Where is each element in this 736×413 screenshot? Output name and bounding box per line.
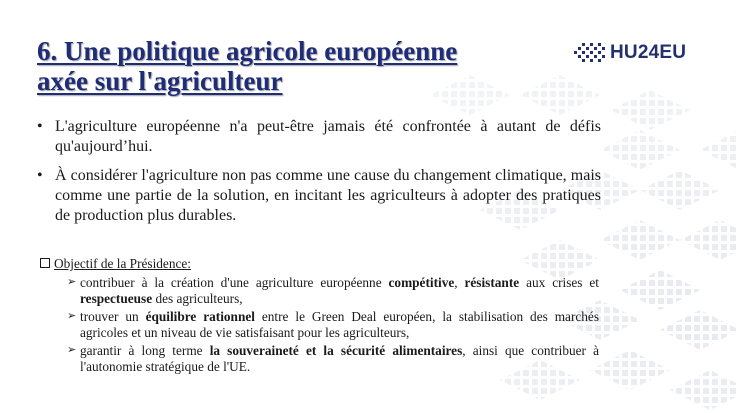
arrow-bullet-icon: ➢ bbox=[67, 310, 77, 323]
bullet-text: L'agriculture européenne n'a peut-être jamais été confrontée à autant de défis qu'aujourd’hui. bbox=[55, 118, 601, 155]
arrow-bullet-icon: ➢ bbox=[67, 276, 77, 288]
arrow-bullet-icon: ➢ bbox=[67, 344, 77, 357]
bullet-icon: • bbox=[37, 167, 43, 184]
bullet-list bbox=[37, 117, 601, 235]
objective-label: Objectif de la Présidence: bbox=[54, 256, 191, 271]
page-title bbox=[37, 36, 457, 96]
objective-heading bbox=[40, 256, 191, 272]
bullet-item bbox=[37, 117, 601, 157]
item-emphasis: respectueuse bbox=[80, 290, 153, 306]
objective-item bbox=[67, 275, 599, 306]
item-text: trouver un bbox=[80, 309, 146, 325]
objective-item bbox=[67, 309, 599, 340]
objective-list bbox=[67, 275, 599, 378]
title-line-1: 6. Une politique agricole européenne bbox=[37, 36, 458, 66]
bullet-item bbox=[37, 166, 601, 226]
logo bbox=[574, 40, 724, 66]
item-text: , bbox=[454, 275, 465, 290]
objective-item bbox=[67, 343, 599, 374]
item-emphasis: la souveraineté et la sécurité alimentaires bbox=[209, 343, 463, 359]
item-text: contribuer à la création d'une agriculture européenne bbox=[80, 275, 389, 290]
item-emphasis: équilibre rationnel bbox=[145, 309, 255, 325]
logo-text: HU24EU bbox=[610, 42, 687, 63]
bullet-icon: • bbox=[37, 118, 43, 135]
logo-grid-icon bbox=[574, 42, 608, 64]
item-text: des agriculteurs, bbox=[152, 290, 243, 306]
title-line-2: axée sur l'agriculteur bbox=[37, 66, 283, 96]
item-emphasis: compétitive bbox=[388, 275, 455, 290]
item-text: , ainsi que contribuer à l'autonomie stratégique de l'UE. bbox=[80, 343, 599, 374]
item-emphasis: résistante bbox=[464, 275, 520, 290]
item-text: entre le Green Deal européen, la stabilisation des marchés agricoles et un niveau de vie satisfaisant pour les agriculteurs, bbox=[80, 309, 600, 340]
bullet-text: À considérer l'agriculture non pas comme une cause du changement climatique, mais comme une partie de la solution, en incitant les agriculteurs à adopter des pratiques de production plus durables. bbox=[55, 167, 601, 224]
item-text: aux crises et bbox=[519, 275, 599, 290]
checkbox-square-icon bbox=[40, 258, 50, 268]
item-text: garantir à long terme bbox=[80, 343, 210, 359]
